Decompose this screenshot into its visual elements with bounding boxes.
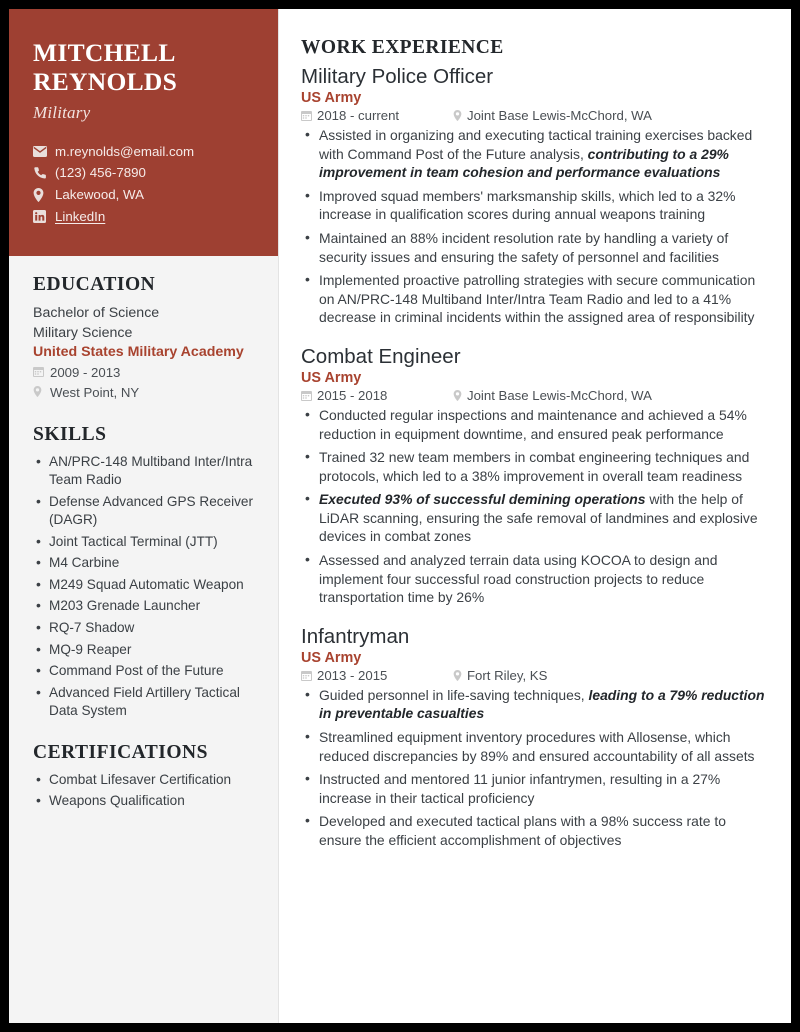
linkedin-icon — [33, 210, 53, 224]
job-dates: 2018 - current — [317, 108, 400, 124]
job-bullets — [301, 406, 769, 607]
sidebar-body — [9, 256, 278, 1023]
education-school: United States Military Academy — [33, 344, 244, 361]
skill-list-item: • AN/PRC-148 Multiband Inter/Intra Team Radio — [33, 453, 254, 489]
job-bullet-item: • Executed 93% of successful demining operations with the help of LiDAR scanning, ensuring the safe removal of landmines and explosive devices in combat zones — [301, 490, 769, 546]
skill-list-item: • MQ-9 Reaper — [33, 641, 254, 659]
job-title: Combat Engineer — [301, 344, 461, 368]
certifications-section — [33, 742, 254, 811]
job-bullet-item: • Guided personnel in life-saving techniques, leading to a 79% reduction in preventable casualties — [301, 686, 769, 723]
job-dates: 2013 - 2015 — [317, 667, 388, 683]
skills-heading: SKILLS — [33, 424, 107, 446]
job-bullet-item: • Streamlined equipment inventory procedures with Allosense, which reduced discrepancies by 89% and ensured accountability of all assets — [301, 728, 769, 765]
jobs-container — [301, 65, 769, 849]
job-company: US Army — [301, 370, 362, 386]
certifications-list — [33, 771, 254, 811]
skill-list-item: • M4 Carbine — [33, 554, 254, 572]
main-content — [278, 9, 791, 1023]
job-meta — [301, 388, 769, 403]
resume-page — [9, 9, 791, 1023]
education-heading: EDUCATION — [33, 273, 156, 295]
location-pin-icon — [453, 110, 462, 121]
certification-list-item: • Combat Lifesaver Certification — [33, 771, 254, 789]
job-dates: 2015 - 2018 — [317, 388, 388, 403]
job-bullet-item: • Trained 32 new team members in combat engineering techniques and protocols, which led to a 38% improvement in overall team readiness — [301, 448, 769, 485]
job-location: Joint Base Lewis-McChord, WA — [467, 108, 652, 124]
job-bullet-item: • Improved squad members' marksmanship skills, which led to a 32% increase in qualification scores during annual weapons training — [301, 187, 769, 224]
name-line-2: REYNOLDS — [33, 66, 178, 96]
job-entry — [301, 345, 769, 607]
education-degree: Bachelor of Science — [33, 304, 160, 321]
location-pin-icon — [33, 188, 53, 202]
job-bullets — [301, 686, 769, 850]
skill-list-item: • Command Post of the Future — [33, 662, 254, 680]
contact-phone-text: (123) 456-7890 — [55, 165, 146, 181]
calendar-icon — [33, 363, 50, 377]
sidebar-header — [9, 9, 278, 256]
certifications-heading: CERTIFICATIONS — [33, 741, 208, 763]
skill-list-item: • RQ-7 Shadow — [33, 619, 254, 637]
job-entry — [301, 625, 769, 850]
phone-icon — [33, 166, 53, 180]
calendar-icon — [301, 670, 312, 681]
contact-location-text: Lakewood, WA — [55, 187, 144, 203]
calendar-icon — [301, 390, 312, 401]
job-location: Joint Base Lewis-McChord, WA — [467, 388, 652, 403]
job-bullet-item: • Maintained an 88% incident resolution rate by handling a variety of security issues and ensuring the safety of personnel and facilities — [301, 229, 769, 266]
education-location-row — [33, 383, 254, 402]
job-bullet-item: • Instructed and mentored 11 junior infantrymen, resulting in a 27% increase in their tactical proficiency — [301, 770, 769, 807]
skill-list-item: • M203 Grenade Launcher — [33, 597, 254, 615]
name-line-1: MITCHELL — [33, 38, 176, 67]
education-dates: 2009 - 2013 — [50, 365, 121, 381]
contact-phone[interactable] — [33, 164, 254, 181]
job-bullet-item: • Implemented proactive patrolling strategies with secure communication on AN/PRC-148 Multiband Inter/Intra Team Radio and led to a 41% decrease in criminal incidents within the assigned area of responsibility — [301, 271, 769, 327]
candidate-name — [33, 39, 254, 97]
contact-linkedin-text: LinkedIn — [55, 208, 106, 224]
job-meta — [301, 108, 769, 123]
skills-section — [33, 424, 254, 720]
work-experience-heading: WORK EXPERIENCE — [301, 37, 504, 58]
contact-email[interactable] — [33, 143, 254, 160]
job-company: US Army — [301, 90, 362, 107]
education-location: West Point, NY — [50, 385, 140, 401]
location-pin-icon — [453, 390, 462, 401]
job-bullet-item: • Developed and executed tactical plans with a 98% success rate to ensure the efficient accomplishment of objectives — [301, 812, 769, 849]
skills-list — [33, 453, 254, 720]
skill-list-item: • Defense Advanced GPS Receiver (DAGR) — [33, 493, 254, 529]
contact-location — [33, 186, 254, 203]
education-section — [33, 274, 254, 403]
job-meta — [301, 668, 769, 683]
location-pin-icon — [33, 383, 50, 397]
candidate-role: Military — [33, 102, 91, 122]
envelope-icon — [33, 144, 53, 158]
certification-list-item: • Weapons Qualification — [33, 792, 254, 810]
skill-list-item: • M249 Squad Automatic Weapon — [33, 576, 254, 594]
contact-email-text: m.reynolds@email.com — [55, 143, 195, 159]
calendar-icon — [301, 110, 312, 121]
education-field: Military Science — [33, 324, 133, 341]
skill-list-item: • Advanced Field Artillery Tactical Data System — [33, 684, 254, 720]
sidebar — [9, 9, 278, 1023]
job-bullet-item: • Assessed and analyzed terrain data using KOCOA to design and implement four successful road construction projects to reduce transportation time by 26% — [301, 551, 769, 607]
job-bullet-item: • Assisted in organizing and executing tactical training exercises backed with Command Post of the Future analysis, contributing to a 29% improvement in team cohesion and performance evaluations — [301, 126, 769, 182]
job-bullet-item: • Conducted regular inspections and maintenance and achieved a 54% reduction in equipment downtime, and ensured peak performance — [301, 406, 769, 443]
skill-list-item: • Joint Tactical Terminal (JTT) — [33, 533, 254, 551]
location-pin-icon — [453, 670, 462, 681]
job-company: US Army — [301, 649, 362, 666]
job-title: Infantryman — [301, 624, 410, 648]
job-location: Fort Riley, KS — [467, 667, 548, 683]
contact-linkedin[interactable] — [33, 208, 254, 225]
job-bullets — [301, 126, 769, 327]
job-title: Military Police Officer — [301, 65, 494, 88]
job-entry — [301, 65, 769, 327]
education-dates-row — [33, 363, 254, 382]
